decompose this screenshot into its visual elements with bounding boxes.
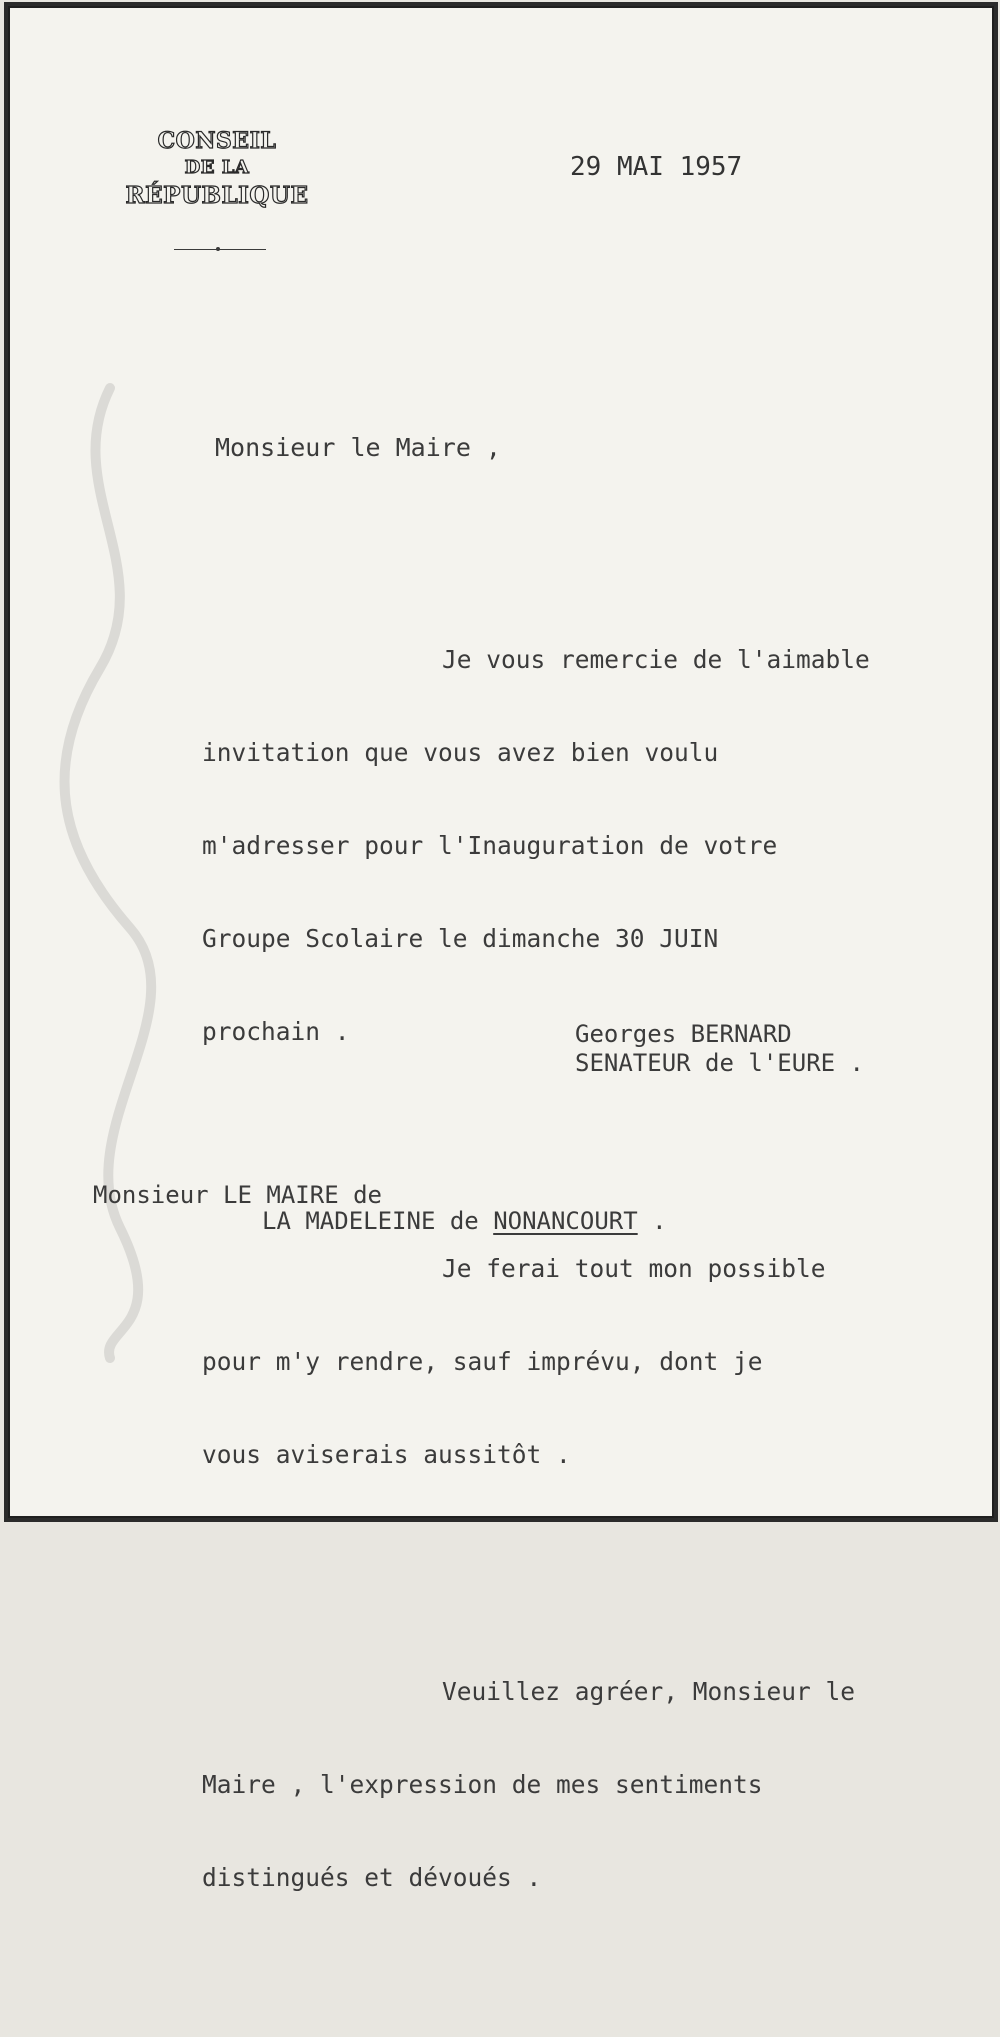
letter-body: [202, 520, 870, 2037]
paragraph-2: [202, 1191, 870, 1532]
body-line: Groupe Scolaire le dimanche 30 JUIN: [202, 924, 719, 953]
handwritten-watermark: [40, 368, 180, 1368]
letter-page: [8, 6, 994, 1892]
address-line-1: [93, 1181, 382, 1209]
letterhead: [102, 130, 332, 208]
body-line: Je vous remercie de l'aimable: [442, 645, 870, 674]
address-place: NONANCOURT: [493, 1207, 638, 1235]
address-recipient: LE MAIRE de: [223, 1181, 382, 1209]
address-end: .: [637, 1207, 667, 1235]
body-line: m'adresser pour l'Inauguration de votre: [202, 831, 778, 860]
salutation: Monsieur le Maire ,: [215, 433, 501, 462]
body-line: distingués et dévoués .: [202, 1863, 542, 1892]
address-line-2: [262, 1207, 667, 1235]
letterhead-line-1: CONSEIL: [157, 128, 277, 154]
address-prefix: Monsieur: [93, 1181, 209, 1209]
body-line: vous aviserais aussitôt .: [202, 1440, 571, 1469]
address-commune: LA MADELEINE de: [262, 1207, 494, 1235]
letterhead-line-2: DE LA: [184, 157, 250, 179]
letterhead-line-3: RÉPUBLIQUE: [125, 181, 309, 209]
body-line: pour m'y rendre, sauf imprévu, dont je: [202, 1347, 763, 1376]
signature-name: Georges BERNARD: [575, 1020, 792, 1048]
body-line: Maire , l'expression de mes sentiments: [202, 1770, 763, 1799]
paragraph-3: [202, 1614, 870, 1955]
body-line: Veuillez agréer, Monsieur le: [442, 1677, 856, 1706]
letterhead-divider-dot: [216, 247, 220, 251]
body-line: Je ferai tout mon possible: [442, 1254, 826, 1283]
signature-title: SENATEUR de l'EURE .: [575, 1049, 864, 1077]
letter-date: 29 MAI 1957: [570, 152, 743, 182]
letterhead-divider: [174, 249, 266, 250]
body-line: prochain .: [202, 1017, 350, 1046]
body-line: invitation que vous avez bien voulu: [202, 738, 719, 767]
